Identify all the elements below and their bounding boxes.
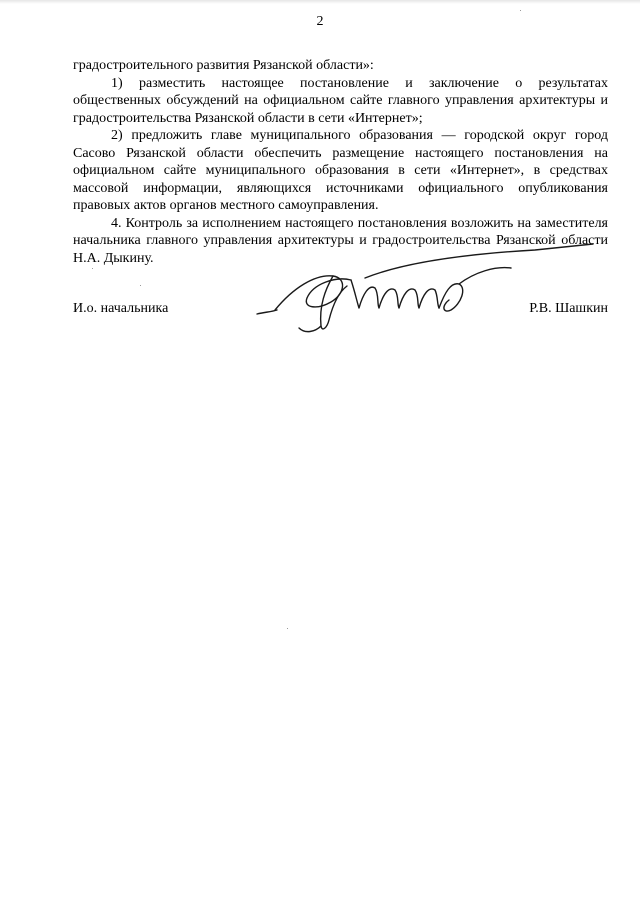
- scan-edge: [0, 0, 640, 4]
- signatory-name: Р.В. Шашкин: [529, 301, 608, 316]
- paragraph-item-1: 1) разместить настоящее постановление и заключение о результатах общественных обсуждений на официальном сайте главного управления архитектуры и градостроительства Рязанской области в сети «Интернет»;: [73, 75, 608, 126]
- handwritten-signature: [255, 228, 605, 338]
- scan-speck: [520, 10, 521, 11]
- scan-speck: [287, 628, 288, 629]
- paragraph-control-clause: 4. Контроль за исполнением настоящего постановления возложить на заместителя начальника главного управления архитектуры и градостроительства Рязанской области Н.А. Дыкину.: [73, 215, 608, 266]
- paragraph-continuation: градостроительного развития Рязанской области»:: [73, 58, 374, 73]
- paragraph-item-2: 2) предложить главе муниципального образования — городской округ город Сасово Рязанской области обеспечить размещение настоящего постановления на официальном сайте муниципального образования в сети «Интернет», в средствах массовой информации, являющихся источниками официального опубликования правовых актов органов местного самоуправления.: [73, 128, 608, 213]
- scan-speck: [92, 268, 93, 269]
- page-number: 2: [316, 14, 324, 29]
- scan-speck: [140, 285, 141, 286]
- signature-block: [73, 300, 608, 320]
- signatory-title: И.о. начальника: [73, 301, 169, 316]
